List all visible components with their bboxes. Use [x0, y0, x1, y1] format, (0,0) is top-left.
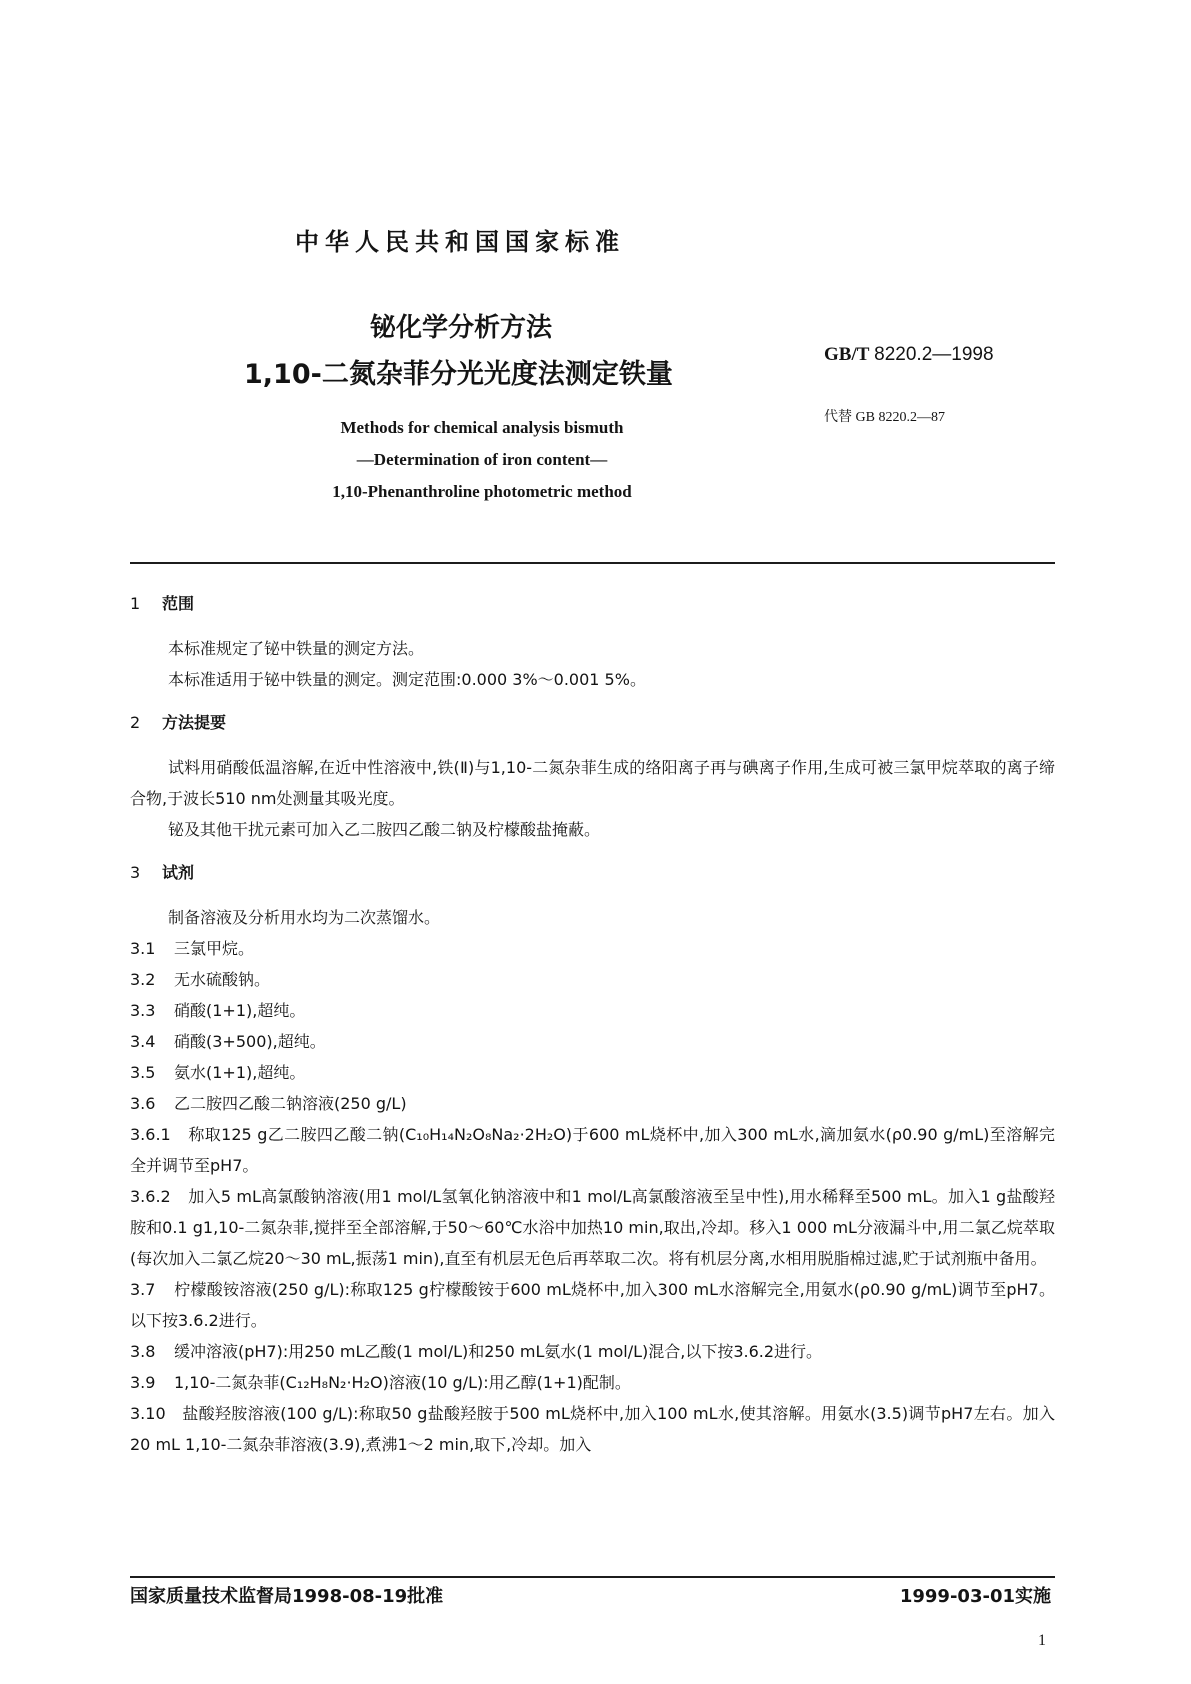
item-number: 3.6.1 [130, 1125, 171, 1144]
section-title: 试剂 [162, 863, 195, 882]
list-item [130, 1181, 1055, 1274]
item-text: 1,10-二氮杂菲(C₁₂H₈N₂·H₂O)溶液(10 g/L):用乙醇(1+1)配制。 [174, 1373, 631, 1392]
list-item [130, 995, 1055, 1026]
paragraph: 铋及其他干扰元素可加入乙二胺四乙酸二钠及柠檬酸盐掩蔽。 [168, 820, 601, 839]
header-divider [130, 562, 1055, 564]
page-number: 1 [1038, 1632, 1046, 1649]
section-number: 3 [130, 863, 141, 882]
replaces-note: 代替 GB 8220.2—87 [824, 410, 945, 425]
list-item [130, 1057, 1055, 1088]
item-text: 乙二胺四乙酸二钠溶液(250 g/L) [174, 1094, 407, 1113]
item-number: 3.6.2 [130, 1187, 171, 1206]
item-number: 3.6 [130, 1094, 156, 1113]
list-item [130, 933, 1055, 964]
item-number: 3.7 [130, 1280, 156, 1299]
list-item [130, 1398, 1055, 1460]
paragraph: 本标准规定了铋中铁量的测定方法。 [168, 639, 425, 658]
section-heading-1 [130, 588, 1055, 619]
item-number: 3.10 [130, 1404, 166, 1423]
item-text: 称取125 g乙二胺四乙酸二钠(C₁₀H₁₄N₂O₈Na₂·2H₂O)于600 mL烧杯中,加入300 mL水,滴加氨水(ρ0.90 g/mL)至溶解完全并调节至pH7。 [130, 1125, 1055, 1175]
section-heading-2 [130, 707, 1055, 738]
effective-date: 1999-03-01实施 [899, 1586, 1051, 1607]
item-number: 3.3 [130, 1001, 156, 1020]
item-text: 缓冲溶液(pH7):用250 mL乙酸(1 mol/L)和250 mL氨水(1 mol/L)混合,以下按3.6.2进行。 [174, 1342, 823, 1361]
english-title-line-1: Methods for chemical analysis bismuth [340, 418, 624, 437]
standard-prefix: GB/T [824, 344, 870, 365]
list-item [130, 1336, 1055, 1367]
item-number: 3.5 [130, 1063, 156, 1082]
item-number: 3.2 [130, 970, 156, 989]
section-title: 方法提要 [162, 713, 227, 732]
standard-number [824, 344, 994, 366]
standard-number-value: 8220.2—1998 [874, 344, 994, 365]
section-title: 范围 [162, 594, 195, 613]
national-standard-heading: 中华人民共和国国家标准 [295, 228, 625, 256]
paragraph: 制备溶液及分析用水均为二次蒸馏水。 [168, 908, 441, 927]
title-line-1: 铋化学分析方法 [370, 313, 553, 343]
list-item [130, 1274, 1055, 1336]
document-body [130, 588, 1055, 1460]
item-number: 3.1 [130, 939, 156, 958]
item-text: 柠檬酸铵溶液(250 g/L):称取125 g柠檬酸铵于600 mL烧杯中,加入300 mL水溶解完全,用氨水(ρ0.90 g/mL)调节至pH7。以下按3.6.2进行。 [130, 1280, 1055, 1330]
item-number: 3.9 [130, 1373, 156, 1392]
paragraph: 试料用硝酸低温溶解,在近中性溶液中,铁(Ⅱ)与1,10-二氮杂菲生成的络阳离子再与碘离子作用,生成可被三氯甲烷萃取的离子缔合物,于波长510 nm处测量其吸光度。 [130, 758, 1055, 808]
english-title-line-2: —Determination of iron content— [356, 450, 608, 469]
english-title-line-3: 1,10-Phenanthroline photometric method [332, 482, 632, 501]
approval-note: 国家质量技术监督局1998-08-19批准 [130, 1586, 444, 1607]
item-text: 加入5 mL高氯酸钠溶液(用1 mol/L氢氧化钠溶液中和1 mol/L高氯酸溶液至呈中性),用水稀释至500 mL。加入1 g盐酸羟胺和0.1 g1,10-二氮杂菲,搅拌至全部溶解,于50～60℃水浴中加热10 min,取出,冷却。移入1 000 mL分液漏斗中,用二氯乙烷萃取(每次加入二氯乙烷20～30 mL,振荡1 min),直至有机层无色后再萃取二次。将有机层分离,水相用脱脂棉过滤,贮于试剂瓶中备用。 [130, 1187, 1055, 1268]
footer-divider [130, 1576, 1055, 1578]
section-number: 1 [130, 594, 141, 613]
item-number: 3.4 [130, 1032, 156, 1051]
list-item [130, 964, 1055, 995]
section-heading-3 [130, 857, 1055, 888]
item-number: 3.8 [130, 1342, 156, 1361]
item-text: 盐酸羟胺溶液(100 g/L):称取50 g盐酸羟胺于500 mL烧杯中,加入100 mL水,使其溶解。用氨水(3.5)调节pH7左右。加入20 mL 1,10-二氮杂菲溶液(3.9),煮沸1～2 min,取下,冷却。加入 [130, 1404, 1055, 1454]
list-item [130, 1088, 1055, 1119]
section-number: 2 [130, 713, 141, 732]
item-text: 硝酸(1+1),超纯。 [174, 1001, 306, 1020]
title-line-2: 1,10-二氮杂菲分光光度法测定铁量 [244, 359, 673, 390]
paragraph: 本标准适用于铋中铁量的测定。测定范围:0.000 3%～0.001 5%。 [168, 670, 646, 689]
list-item [130, 1367, 1055, 1398]
item-text: 硝酸(3+500),超纯。 [174, 1032, 326, 1051]
list-item [130, 1026, 1055, 1057]
item-text: 三氯甲烷。 [174, 939, 255, 958]
item-text: 无水硫酸钠。 [174, 970, 271, 989]
list-item [130, 1119, 1055, 1181]
item-text: 氨水(1+1),超纯。 [174, 1063, 306, 1082]
